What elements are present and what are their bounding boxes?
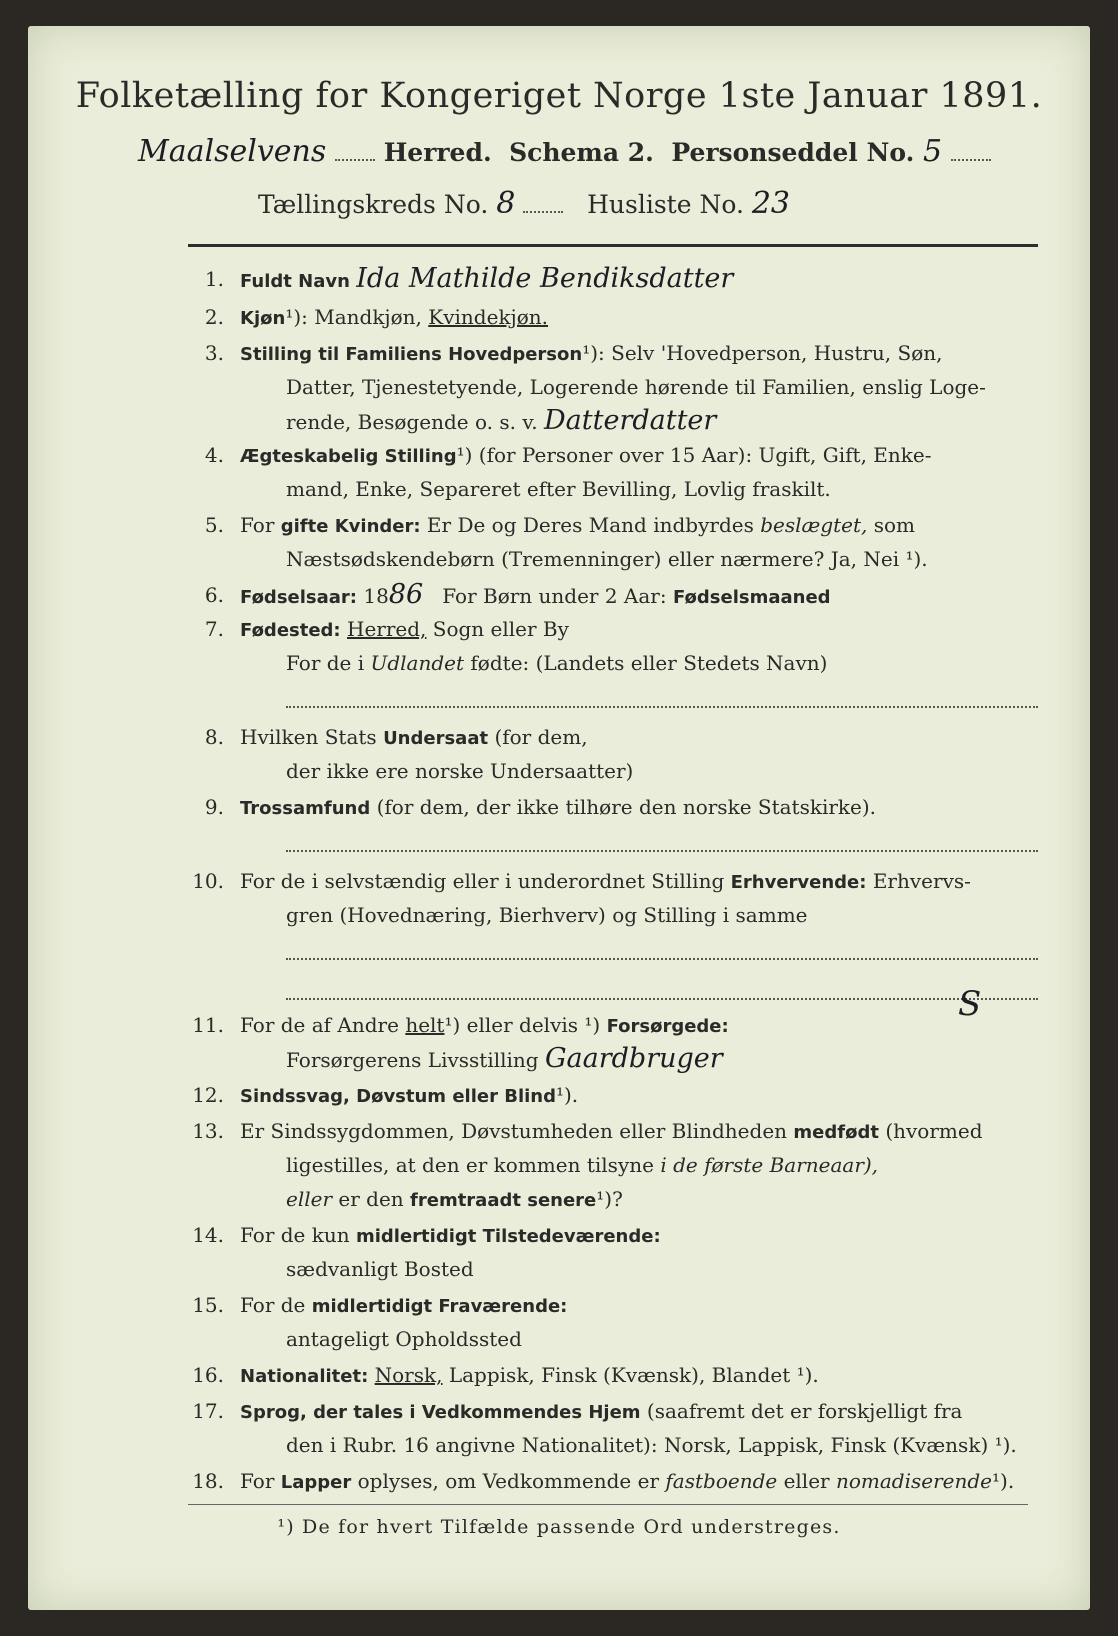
item-text: Udlandet	[370, 651, 465, 675]
birthplace-selected: Herred,	[347, 617, 427, 641]
item-text: For Børn under 2 Aar:	[442, 584, 667, 608]
item-11-line2	[286, 1044, 1038, 1075]
item-label: Forsørgede:	[606, 1016, 729, 1037]
footnote-divider	[188, 1504, 1028, 1505]
item-text: fødte: (Landets eller Stedets Navn)	[470, 651, 828, 675]
item-text: (saafremt det er forskjelligt fra	[646, 1399, 963, 1423]
item-text: (for dem, der ikke tilhøre den norske Statskirke).	[376, 795, 877, 819]
item-label: midlertidigt Tilstedeværende:	[355, 1226, 661, 1247]
item-text: mand, Enke, Separeret efter Bevilling, Lovlig fraskilt.	[286, 477, 831, 501]
sex-selected: Kvindekjøn.	[428, 305, 549, 329]
blank-line	[286, 706, 1038, 708]
item-label: Fuldt Navn	[240, 271, 350, 292]
item-text: (hvormed	[885, 1119, 983, 1143]
blank-line	[286, 850, 1038, 852]
item-text: For de i	[286, 651, 365, 675]
item-label: Sprog, der tales i Vedkommendes Hjem	[240, 1402, 641, 1423]
item-label: Undersaat	[383, 728, 489, 749]
item-7-line2	[286, 648, 1038, 678]
nationality-selected: Norsk,	[374, 1363, 443, 1387]
herred-label: Herred.	[383, 138, 492, 167]
item-label: Erhvervende:	[730, 872, 867, 893]
item-label: Fødselsaar:	[240, 587, 357, 608]
item-text: oplyses, om Vedkommende er	[357, 1469, 660, 1493]
item-text: Datter, Tjenestetyende, Logerende hørende til Familien, enslig Loge-	[286, 375, 986, 399]
item-label: Lapper	[280, 1472, 352, 1493]
item-number: 15.	[192, 1293, 224, 1317]
item-text: ¹): Mandkjøn,	[285, 305, 422, 329]
item-label: Nationalitet:	[240, 1366, 369, 1387]
item-label: Ægteskabelig Stilling	[240, 446, 457, 467]
item-text: eller	[286, 1187, 333, 1211]
husliste-label: Husliste No.	[587, 190, 744, 219]
item-label: Trossamfund	[240, 798, 371, 819]
header-line-herred	[138, 134, 1018, 169]
item-number: 13.	[192, 1119, 224, 1143]
item-text: Er De og Deres Mand indbyrdes	[426, 513, 754, 537]
item-text: som	[873, 513, 916, 537]
item-label: Fødested:	[240, 620, 341, 641]
item-text: ¹)?	[596, 1187, 623, 1211]
item-text: beslægtet,	[760, 513, 868, 537]
item-number: 9.	[204, 795, 224, 819]
personseddel-label: Personseddel No.	[671, 138, 915, 167]
item-number: 12.	[192, 1083, 224, 1107]
form-title: Folketælling for Kongeriget Norge 1ste Januar 1891.	[75, 76, 1043, 116]
item-text: For de i selvstændig eller i underordnet Stilling	[240, 869, 725, 893]
name-handwritten: Ida Mathilde Bendiksdatter	[356, 263, 734, 294]
item-text: antageligt Opholdssted	[286, 1327, 522, 1351]
item-number: 17.	[192, 1399, 224, 1423]
item-label: fremtraadt senere	[410, 1190, 597, 1211]
personseddel-handwritten: 5	[923, 134, 943, 169]
item-text: For de	[240, 1293, 306, 1317]
item-text: ligestilles, at den er kommen tilsyne	[286, 1153, 654, 1177]
footnote: ¹) De for hvert Tilfælde passende Ord understreges.	[277, 1516, 841, 1538]
item-number: 2.	[204, 305, 224, 329]
item-text: 18	[363, 584, 389, 608]
item-number: 3.	[204, 341, 224, 365]
schema-label: Schema 2.	[509, 138, 654, 167]
item-text: ¹) eller delvis ¹)	[444, 1013, 601, 1037]
item-text: ¹).	[555, 1083, 579, 1107]
header-divider	[188, 244, 1038, 247]
item-text: Er Sindssygdommen, Døvstumheden eller Blindheden	[240, 1119, 788, 1143]
item-number: 14.	[192, 1223, 224, 1247]
item-text: gren (Hovednæring, Bierhverv) og Stilling i samme	[286, 903, 808, 927]
item-text: er den	[338, 1187, 404, 1211]
item-text: fastboende	[665, 1469, 778, 1493]
item-text: der ikke ere norske Undersaatter)	[286, 759, 634, 783]
item-text: sædvanligt Bosted	[286, 1257, 474, 1281]
item-label: Sindssvag, Døvstum eller Blind	[240, 1086, 556, 1107]
item-text: ¹).	[992, 1469, 1015, 1493]
item-text: Sogn eller By	[432, 617, 569, 641]
provider-handwritten: Gaardbruger	[544, 1043, 723, 1074]
item-number: 4.	[204, 443, 224, 467]
item-text: For de af Andre	[240, 1013, 399, 1037]
item-text: For de kun	[240, 1223, 350, 1247]
item-label: gifte Kvinder:	[280, 516, 421, 537]
kreds-handwritten: 8	[496, 186, 516, 221]
blank-line	[286, 958, 1038, 960]
item-text: Næstsødskendebørn (Tremenninger) eller nærmere? Ja, Nei ¹).	[286, 547, 928, 571]
item-label: Fødselsmaaned	[672, 587, 831, 608]
item-3-line3	[286, 406, 1038, 437]
item-text: eller	[783, 1469, 830, 1493]
item-number: 5.	[204, 513, 224, 537]
item-number: 11.	[192, 1013, 224, 1037]
position-handwritten: Datterdatter	[544, 405, 717, 436]
item-label: medfødt	[793, 1122, 879, 1143]
item-number: 7.	[204, 617, 224, 641]
item-text: Hvilken Stats	[240, 725, 377, 749]
item-label: Kjøn	[240, 308, 286, 329]
item-text: Lappisk, Finsk (Kvænsk), Blandet ¹).	[448, 1363, 819, 1387]
item-text: For	[240, 513, 275, 537]
item-number: 8.	[204, 725, 224, 749]
item-13-line3	[286, 1184, 1038, 1216]
item-number: 1.	[204, 267, 224, 291]
item-text: ¹): Selv 'Hovedperson, Hustru, Søn,	[582, 341, 943, 365]
kreds-label: Tællingskreds No.	[258, 190, 489, 219]
item-13-line2	[286, 1150, 1038, 1180]
item-text: nomadiserende	[835, 1469, 992, 1493]
margin-mark-handwritten: S	[958, 984, 982, 1024]
birthyear-handwritten: 86	[388, 579, 424, 610]
item-text: (for dem,	[494, 725, 588, 749]
item-text: Forsørgerens Livsstilling	[286, 1048, 539, 1072]
item-label: Stilling til Familiens Hovedperson	[240, 344, 583, 365]
item-number: 16.	[192, 1363, 224, 1387]
item-text: den i Rubr. 16 angivne Nationalitet): Norsk, Lappisk, Finsk (Kvænsk) ¹).	[286, 1433, 1017, 1457]
item-text: i de første Barneaar),	[660, 1153, 879, 1177]
item-label: midlertidigt Fraværende:	[311, 1296, 568, 1317]
census-form	[28, 26, 1090, 1610]
item-text: Erhvervs-	[872, 869, 971, 893]
herred-handwritten: Maalselvens	[138, 134, 327, 169]
husliste-handwritten: 23	[751, 186, 791, 221]
item-number: 18.	[192, 1469, 224, 1493]
item-text: rende, Besøgende o. s. v.	[286, 410, 538, 434]
item-text: ¹) (for Personer over 15 Aar): Ugift, Gift, Enke-	[456, 443, 932, 467]
item-number: 10.	[192, 869, 224, 893]
support-selected: helt	[405, 1013, 445, 1037]
item-number: 6.	[204, 583, 224, 607]
header-line-kreds	[258, 186, 1018, 221]
blank-line	[286, 998, 1038, 1000]
item-text: For	[240, 1469, 275, 1493]
